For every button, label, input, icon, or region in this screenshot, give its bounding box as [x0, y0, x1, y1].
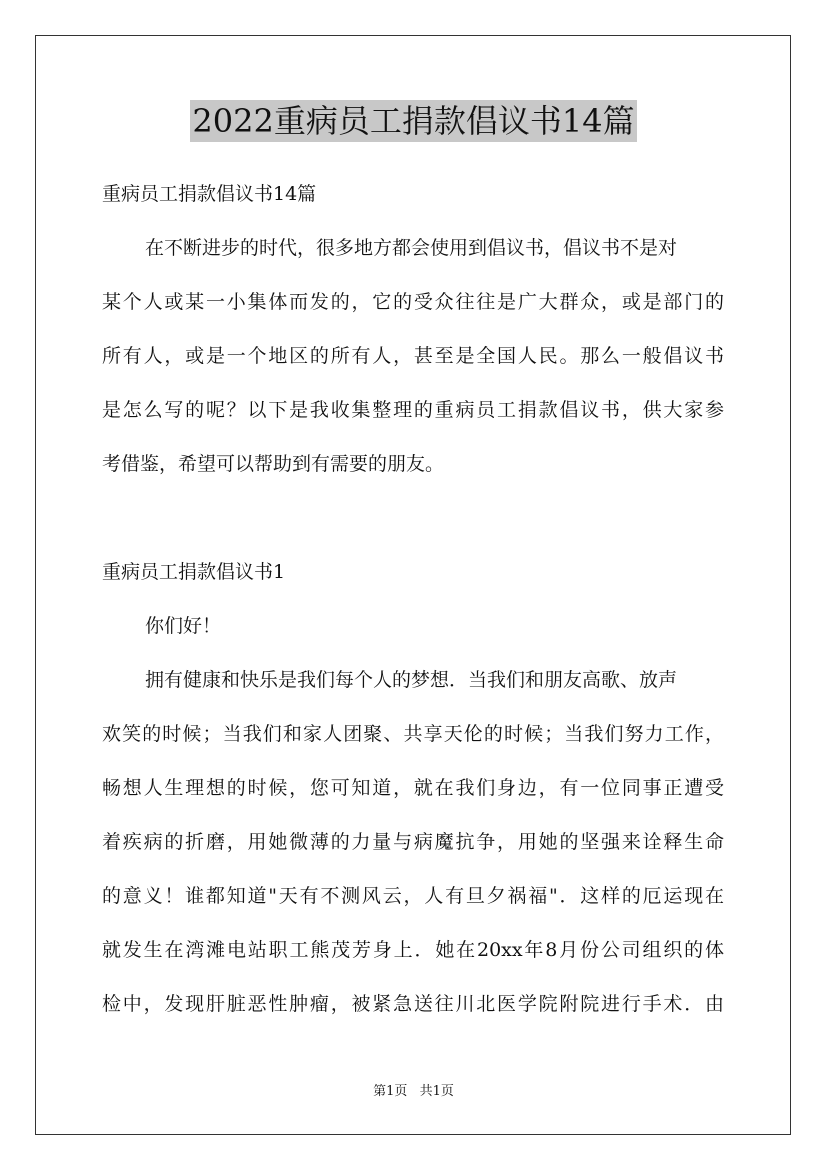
intro-line-3: 所有人，或是一个地区的所有人，甚至是全国人民。那么一般倡议书 [102, 345, 724, 367]
body-line-1: 拥有健康和快乐是我们每个人的梦想．当我们和朋友高歌、放声 [145, 669, 678, 691]
intro-line-2: 某个人或某一小集体而发的，它的受众往往是广大群众，或是部门的 [102, 291, 724, 313]
page-number-current: 第1页 [373, 1084, 408, 1099]
body-line-2: 欢笑的时候；当我们和家人团聚、共享天伦的时候；当我们努力工作， [102, 723, 724, 745]
document-title: 2022重病员工捐款倡议书14篇 [192, 102, 635, 140]
body-line-3: 畅想人生理想的时候，您可知道，就在我们身边，有一位同事正遭受 [102, 777, 724, 799]
body-line-4: 着疾病的折磨，用她微薄的力量与病魔抗争，用她的坚强来诠释生命 [102, 831, 724, 853]
section-heading: 重病员工捐款倡议书1 [102, 561, 286, 583]
intro-line-4: 是怎么写的呢？以下是我收集整理的重病员工捐款倡议书，供大家参 [102, 399, 724, 421]
body-line-6: 就发生在湾滩电站职工熊茂芳身上．她在20xx年8月份公司组织的体 [102, 939, 724, 961]
body-line-7: 检中，发现肝脏恶性肿瘤，被紧急送往川北医学院附院进行手术．由 [102, 993, 724, 1015]
title-container [0, 100, 827, 142]
greeting: 你们好！ [145, 615, 222, 637]
intro-line-5: 考借鉴，希望可以帮助到有需要的朋友。 [102, 453, 445, 475]
page-number-total: 共1页 [419, 1084, 454, 1099]
intro-line-1: 在不断进步的时代，很多地方都会使用到倡议书，倡议书不是对 [145, 237, 678, 259]
body-line-5: 的意义！谁都知道"天有不测风云，人有旦夕祸福"．这样的厄运现在 [102, 885, 724, 907]
subtitle: 重病员工捐款倡议书14篇 [102, 183, 317, 205]
page-footer [0, 1083, 827, 1101]
